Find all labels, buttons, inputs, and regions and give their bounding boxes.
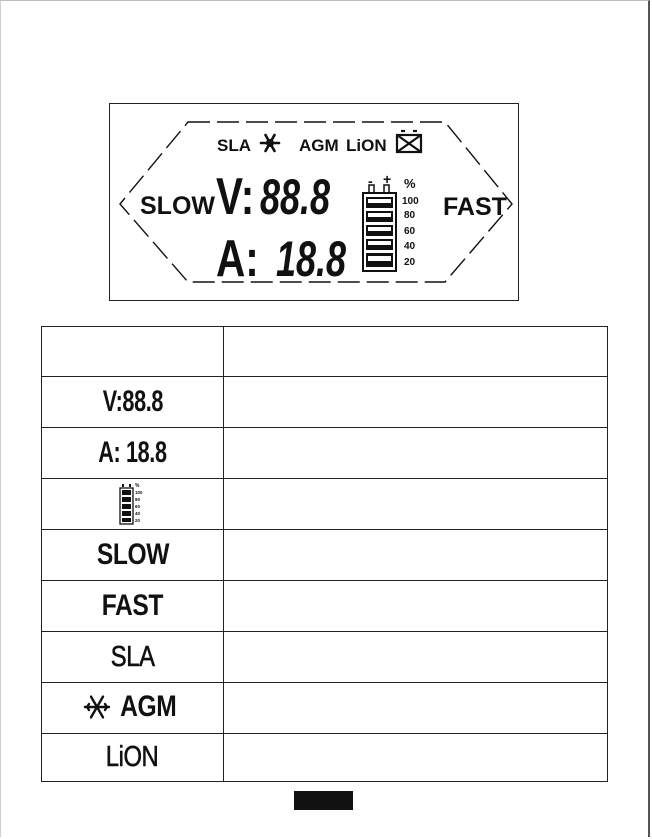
lcd-current-label: A: (216, 229, 259, 288)
voltage-symbol: V:88.8 (102, 385, 163, 418)
svg-text:100: 100 (134, 490, 143, 495)
sla-symbol: SLA (110, 640, 155, 673)
symbol-cell (42, 632, 224, 683)
symbol-cell (42, 683, 224, 734)
battery-fault-icon (397, 131, 421, 152)
description-cell (224, 683, 608, 734)
description-cell (224, 428, 608, 479)
table-row (42, 632, 608, 683)
current-symbol: A: 18.8 (98, 436, 167, 469)
table-row (42, 581, 608, 632)
description-cell (224, 734, 608, 782)
battery-percent-symbol: % (404, 176, 416, 191)
battery-scale-40: 40 (404, 241, 416, 252)
symbol-cell (42, 530, 224, 581)
agm-symbol: AGM (120, 689, 177, 723)
symbol-cell (42, 479, 224, 530)
symbol-cell (42, 377, 224, 428)
lcd-voltage-digits: 88.8 (260, 170, 331, 226)
description-cell (224, 377, 608, 428)
table-row (42, 734, 608, 782)
description-cell (224, 632, 608, 683)
symbol-cell (42, 428, 224, 479)
lcd-fast-label: FAST (443, 193, 507, 221)
battery-scale-60: 60 (404, 226, 416, 237)
battery-scale-80: 80 (404, 210, 416, 221)
lcd-display-svg (110, 104, 520, 302)
battery-level-icon (363, 171, 396, 271)
table-row (42, 530, 608, 581)
table-header-row (42, 327, 608, 377)
snowflake-icon (261, 135, 279, 151)
battery-minus-terminal: - (368, 173, 373, 189)
symbol-cell (42, 734, 224, 782)
table-row (42, 377, 608, 428)
slow-symbol: SLOW (96, 538, 169, 571)
table-row (42, 479, 608, 530)
battery-scale-100: 100 (402, 196, 419, 207)
symbol-cell (42, 581, 224, 632)
fast-symbol: FAST (101, 589, 164, 622)
symbol-legend-table (41, 326, 608, 782)
page-number-tab (294, 791, 353, 810)
description-cell (224, 479, 608, 530)
header-symbol-cell (42, 327, 224, 377)
snowflake-icon (82, 692, 112, 722)
table-row (42, 428, 608, 479)
lcd-display-diagram (109, 103, 519, 301)
lcd-current-digits: 18.8 (276, 232, 347, 288)
header-description-cell (224, 327, 608, 377)
svg-text:80: 80 (134, 497, 140, 502)
battery-scale-20: 20 (404, 257, 416, 268)
svg-text:40: 40 (134, 511, 140, 516)
svg-text:20: 20 (134, 518, 140, 523)
lcd-lion-label: LiON (346, 136, 387, 155)
lcd-voltage-label: V: (216, 167, 255, 226)
lcd-agm-label: AGM (299, 136, 339, 155)
snowflake-agm-symbol (82, 690, 183, 724)
lcd-slow-label: SLOW (140, 192, 215, 220)
table-row (42, 683, 608, 734)
svg-text:60: 60 (134, 504, 140, 509)
description-cell (224, 581, 608, 632)
description-cell (224, 530, 608, 581)
lcd-sla-label: SLA (217, 136, 251, 155)
battery-level-icon (118, 482, 148, 526)
lion-symbol: LiON (106, 741, 159, 773)
battery-plus-terminal: + (383, 171, 392, 187)
svg-text:%: % (134, 483, 139, 489)
